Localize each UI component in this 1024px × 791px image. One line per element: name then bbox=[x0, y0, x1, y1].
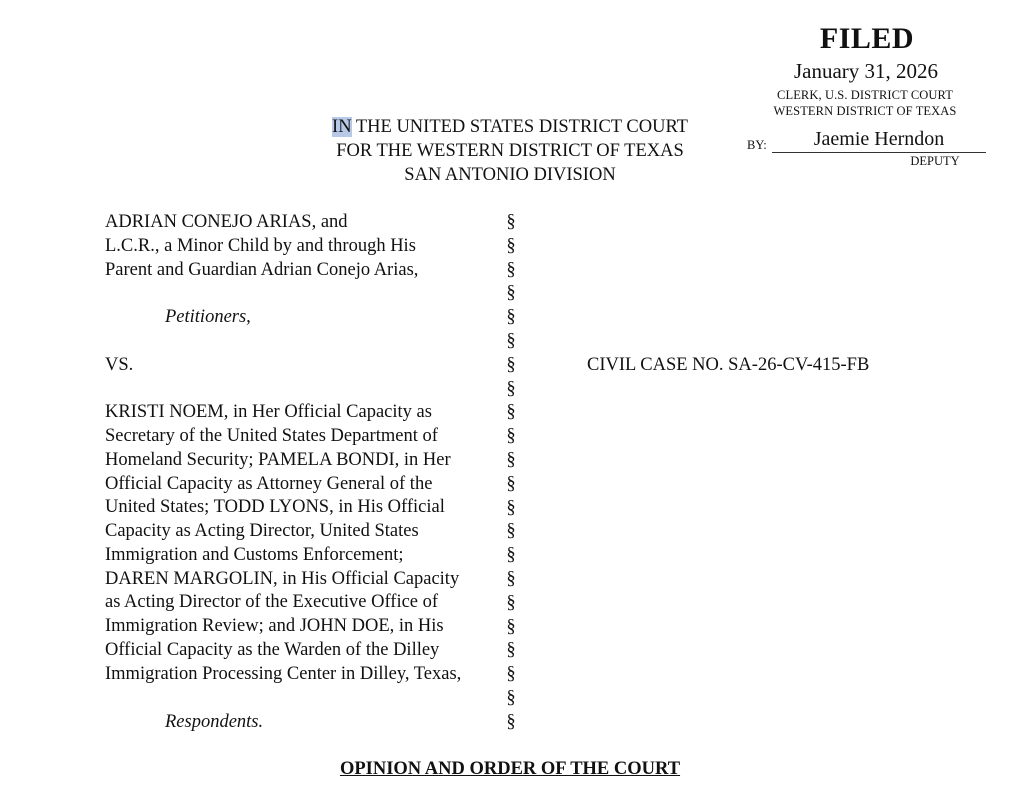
section-symbol: § bbox=[506, 402, 516, 423]
section-symbol: § bbox=[506, 259, 516, 280]
respondent-line: Official Capacity as Attorney General of the bbox=[105, 474, 433, 494]
section-symbol: § bbox=[506, 473, 516, 494]
court-heading-line-2: FOR THE WESTERN DISTRICT OF TEXAS bbox=[336, 141, 684, 161]
section-symbol: § bbox=[506, 307, 516, 328]
document-title: OPINION AND ORDER OF THE COURT bbox=[339, 759, 681, 779]
section-symbol: § bbox=[506, 569, 516, 589]
court-heading-line-1 bbox=[300, 117, 720, 138]
section-symbol: § bbox=[506, 354, 516, 375]
versus-label: VS. bbox=[105, 355, 134, 375]
section-symbol: § bbox=[506, 688, 516, 708]
respondent-line: as Acting Director of the Executive Office of bbox=[105, 592, 439, 612]
section-symbol: § bbox=[506, 235, 516, 256]
court-heading-line-3: SAN ANTONIO DIVISION bbox=[404, 165, 616, 185]
section-symbol: § bbox=[506, 450, 516, 470]
filed-date: January 31, 2026 bbox=[793, 59, 939, 83]
section-symbol: § bbox=[506, 497, 516, 518]
respondent-line: Capacity as Acting Director, United States bbox=[105, 521, 419, 541]
section-symbol: § bbox=[506, 212, 516, 232]
court-heading-line-1-rest: THE UNITED STATES DISTRICT COURT bbox=[351, 117, 688, 137]
deputy-label: DEPUTY bbox=[910, 154, 960, 168]
selected-text-highlight[interactable]: IN bbox=[332, 117, 352, 137]
clerk-line-1: CLERK, U.S. DISTRICT COURT bbox=[777, 88, 953, 102]
respondent-line: Secretary of the United States Department of bbox=[105, 426, 438, 446]
section-symbol: § bbox=[506, 640, 516, 661]
deputy-signature-name: Jaemie Herndon bbox=[813, 128, 945, 150]
section-symbol: § bbox=[506, 664, 516, 685]
signature-rule bbox=[772, 152, 986, 153]
respondent-line: Immigration Review; and JOHN DOE, in His bbox=[105, 616, 444, 636]
section-symbol: § bbox=[506, 331, 516, 351]
section-symbol: § bbox=[506, 378, 516, 399]
respondent-line: United States; TODD LYONS, in His Official bbox=[105, 497, 445, 517]
by-label: BY: bbox=[747, 138, 767, 152]
respondent-line: KRISTI NOEM, in Her Official Capacity as bbox=[105, 402, 432, 422]
respondent-line: Homeland Security; PAMELA BONDI, in Her bbox=[105, 450, 451, 470]
filed-stamp-title: FILED bbox=[819, 22, 915, 55]
section-symbol: § bbox=[506, 283, 516, 304]
respondent-line: DAREN MARGOLIN, in His Official Capacity bbox=[105, 569, 460, 589]
section-symbol: § bbox=[506, 426, 516, 447]
petitioner-line: Parent and Guardian Adrian Conejo Arias, bbox=[105, 260, 419, 280]
petitioner-line: L.C.R., a Minor Child by and through His bbox=[105, 236, 416, 256]
respondents-label: Respondents. bbox=[165, 712, 264, 732]
respondent-line: Immigration Processing Center in Dilley, Texas, bbox=[105, 664, 462, 684]
clerk-line-2: WESTERN DISTRICT OF TEXAS bbox=[773, 104, 957, 118]
petitioner-line: ADRIAN CONEJO ARIAS, and bbox=[105, 212, 348, 232]
section-symbol: § bbox=[506, 521, 516, 542]
section-symbol: § bbox=[506, 592, 516, 613]
case-number: CIVIL CASE NO. SA-26-CV-415-FB bbox=[587, 355, 870, 375]
section-symbol: § bbox=[506, 711, 516, 732]
petitioners-label: Petitioners, bbox=[165, 307, 251, 327]
respondent-line: Immigration and Customs Enforcement; bbox=[105, 545, 404, 565]
section-symbol: § bbox=[506, 545, 516, 566]
section-symbol: § bbox=[506, 616, 516, 637]
respondent-line: Official Capacity as the Warden of the Dilley bbox=[105, 640, 440, 660]
